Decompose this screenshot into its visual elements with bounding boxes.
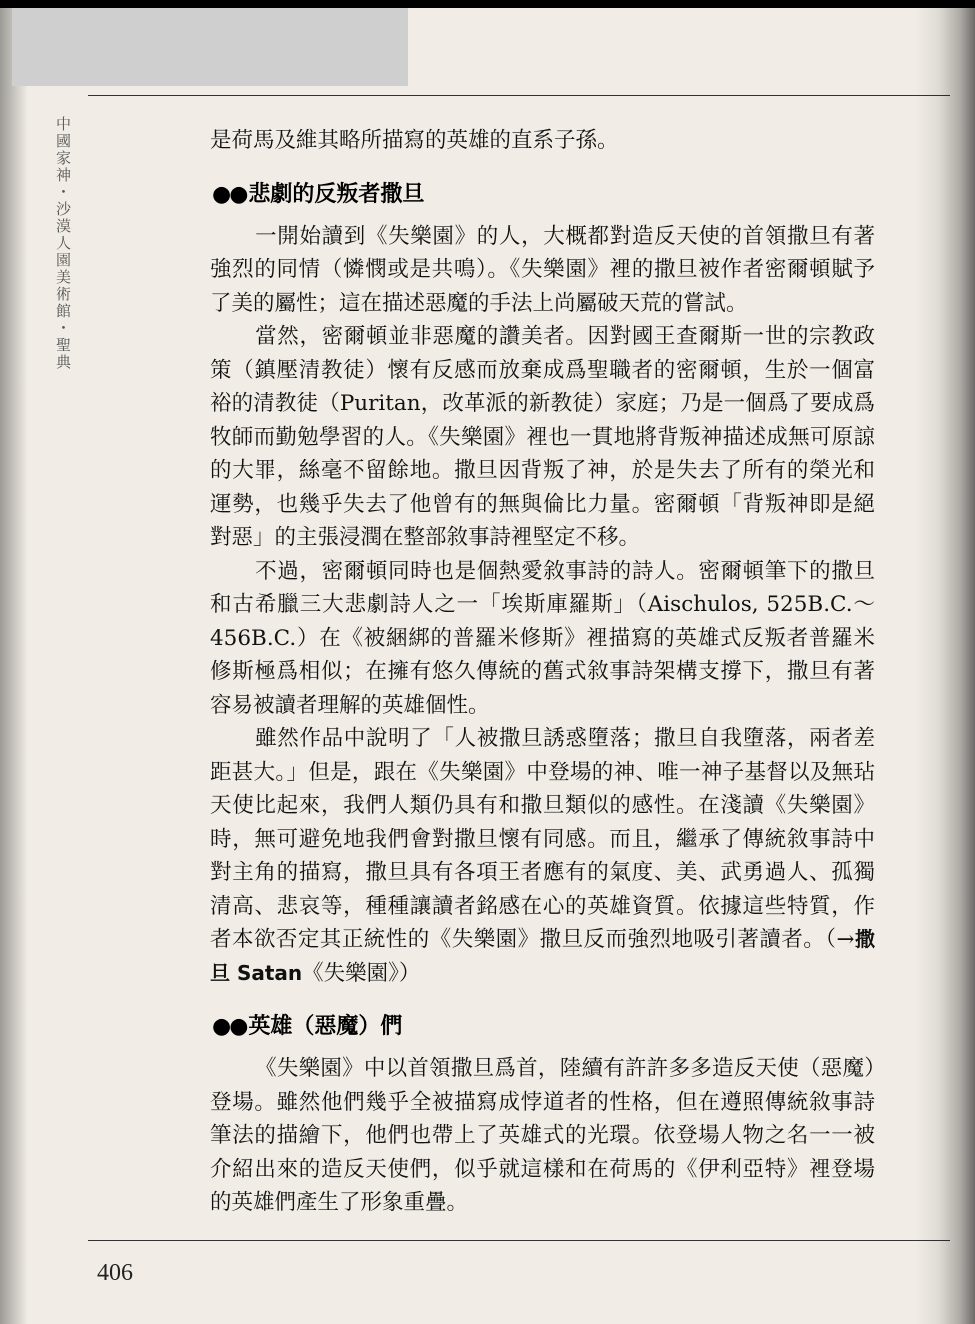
page-binding-shadow [915, 8, 975, 1324]
paragraph [210, 722, 875, 990]
section-heading-text: 英雄（惡魔）們 [248, 1014, 403, 1039]
book-page [0, 8, 975, 1324]
crossref-bold: 撒旦 Satan [210, 927, 875, 985]
page-number: 406 [97, 1260, 133, 1286]
heading-bullet-icon: ●● [212, 1014, 247, 1039]
section-heading-tragic-rebel [212, 180, 875, 210]
heading-bullet-icon: ●● [212, 181, 247, 207]
paragraph: 不過，密爾頓同時也是個熱愛敘事詩的詩人。密爾頓筆下的撒旦和古希臘三大悲劇詩人之一「埃斯庫羅斯」（Aischulos, 525B.C.～456B.C.）在《被綑綁的普羅米修斯》裡描寫的英雄式反叛者普羅米修斯極爲相似；在擁有悠久傳統的舊式敘事詩架構支撐下，撒旦有著容易被讀者理解的英雄個性。 [210, 558, 875, 718]
running-head: 中國家神・沙漠人園美術館・聖典 [54, 116, 72, 371]
paragraph: 《失樂園》中以首領撒旦爲首，陸續有許許多多造反天使（惡魔）登場。雖然他們幾乎全被描寫成悖道者的性格，但在遵照傳統敘事詩筆法的描繪下，他們也帶上了英雄式的光環。依登場人物之名一一被介紹出來的造反天使們，似乎就這樣和在荷馬的《伊利亞特》裡登場的英雄們產生了形象重疊。 [210, 1056, 875, 1215]
section-heading-text: 悲劇的反叛者撒旦 [248, 181, 425, 207]
top-rule-line [88, 95, 950, 96]
bottom-rule-line [88, 1240, 950, 1241]
intro-line: 是荷馬及維其略所描寫的英雄的直系子孫。 [210, 128, 619, 153]
paragraph-text: 雖然作品中說明了「人被撒旦誘惑墮落；撒旦自我墮落，兩者差距甚大。」但是，跟在《失樂園》中登場的神、唯一神子基督以及無玷天使比起來，我們人類仍具有和撒旦類似的感性。在淺讀《失樂園》時，無可避免地我們會對撒旦懷有同感。而且，繼承了傳統敘事詩中對主角的描寫，撒旦具有各項王者應有的氣度、美、武勇過人、孤獨清高、悲哀等，種種讓讀者銘感在心的英雄資質。依據這些特質，作者本欲否定其正統性的《失樂園》撒旦反而強烈地吸引著讀者。（→ [210, 726, 875, 952]
page-content [210, 124, 875, 1220]
paragraph: 一開始讀到《失樂園》的人，大概都對造反天使的首領撒旦有著強烈的同情（憐憫或是共鳴）。《失樂園》裡的撒旦被作者密爾頓賦予了美的屬性；這在描述惡魔的手法上尚屬破天荒的嘗試。 [210, 223, 875, 316]
page-gutter-shadow [0, 8, 28, 1324]
section-heading-hero-demons [212, 1012, 875, 1042]
paragraph: 當然，密爾頓並非惡魔的讚美者。因對國王查爾斯一世的宗教政策（鎮壓清教徒）懷有反感而放棄成爲聖職者的密爾頓，生於一個富裕的清教徒（Puritan，改革派的新教徒）家庭；乃是一個爲了要成爲牧師而勤勉學習的人。《失樂園》裡也一貫地將背叛神描述成無可原諒的大罪，絲毫不留餘地。撒旦因背叛了神，於是失去了所有的榮光和運勢，也幾乎失去了他曾有的無與倫比力量。密爾頓「背叛神即是絕對惡」的主張浸潤在整部敘事詩裡堅定不移。 [210, 324, 875, 550]
crossref-rest: 《失樂園》） [302, 960, 421, 986]
header-gray-block [12, 8, 408, 86]
